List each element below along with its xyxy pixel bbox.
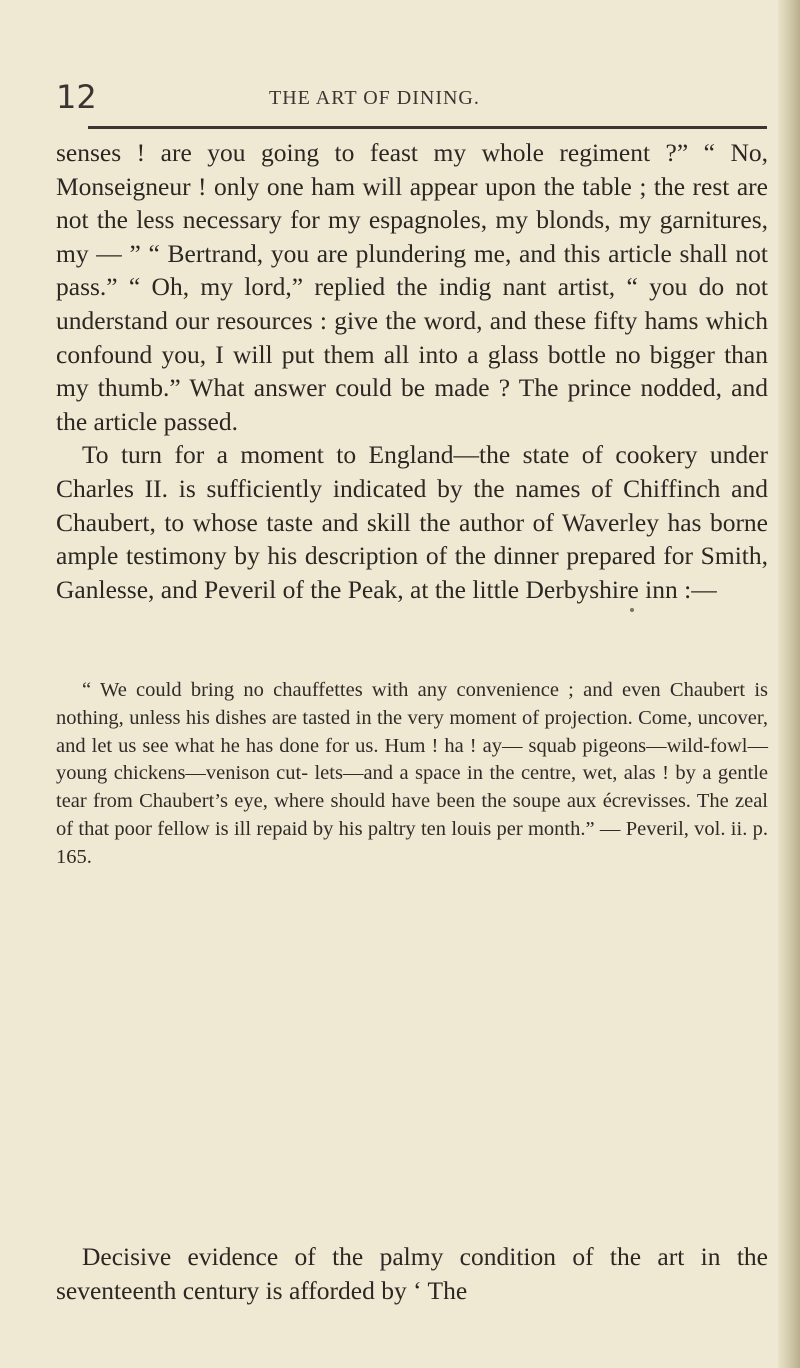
paragraph-1: senses ! are you going to feast my whole regiment ?” “ No, Monseigneur ! only one ham will appear upon the table ; the rest are not the less necessary for my espagnoles, my blonds, my garnitures, my — ” “ Bertrand, you are plundering me, and this article shall not pass.” “ Oh, my lord,” replied the indig nant artist, “ you do not understand our resources : give the word, and these fifty hams which confound you, I will put them all into a glass bottle no bigger than my thumb.” What answer could be made ? The prince nodded, and the article passed. (56, 138, 768, 436)
final-paragraph-block (56, 1240, 768, 1307)
quote-text: “ We could bring no chauffettes with any convenience ; and even Chaubert is nothing, unless his dishes are tasted in the very moment of projection. Come, uncover, and let us see what he has done for us. Hum ! ha ! ay— squab pigeons—wild-fowl—young chickens—venison cut- lets—and a space in the centre, wet, alas ! by a gentle tear from Chaubert’s eye, where should have been the soupe aux écrevisses. The zeal of that poor fellow is ill repaid by his paltry ten louis per month.” — Peveril, vol. ii. p. 165. (56, 679, 768, 868)
paragraph-3: Decisive evidence of the palmy condition of the art in the seventeenth century is afforded by ‘ The (56, 1242, 768, 1305)
paper-speck (630, 608, 634, 612)
paragraph-2: To turn for a moment to England—the state of cookery under Charles II. is sufficiently indicated by the names of Chiffinch and Chaubert, to whose taste and skill the author of Waverley has borne ample testimony by his description of the dinner prepared for Smith, Ganlesse, and Peveril of the Peak, at the little Derbyshire inn :— (56, 440, 768, 604)
page-number: 12 (56, 78, 97, 116)
page-header (56, 78, 768, 118)
page-edge (778, 0, 800, 1368)
header-rule (88, 126, 767, 129)
block-quote (56, 677, 768, 872)
running-head: THE ART OF DINING. (269, 87, 480, 109)
body-text (56, 136, 768, 606)
